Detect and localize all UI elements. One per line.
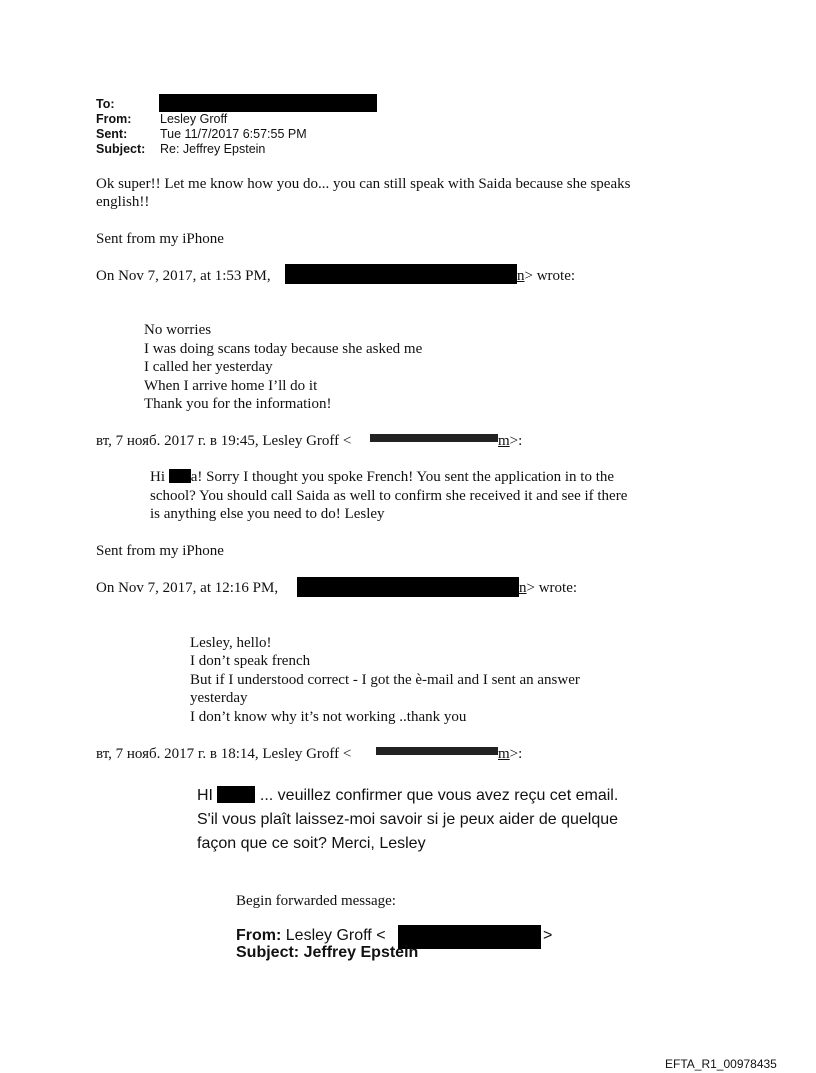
forwarded-subject	[236, 944, 418, 962]
block3-line-2: I don’t speak french	[190, 653, 311, 669]
block1-line-1: No worries	[144, 322, 212, 338]
subject-label: Subject:	[96, 142, 146, 156]
signature-2: Sent from my iPhone	[96, 543, 224, 559]
quote-header-3-tail	[519, 579, 577, 597]
quote-header-2-tail	[498, 432, 522, 450]
forwarded-from-label: From:	[236, 927, 282, 944]
quote-header-3-suffix: > wrote:	[526, 580, 578, 596]
block3-line-4: yesterday	[190, 690, 248, 706]
email-link-fragment-1[interactable]: n	[517, 268, 525, 284]
quote-header-4-tail	[498, 745, 522, 763]
block1-line-2: I was doing scans today because she asked me	[144, 341, 423, 357]
quote-header-1	[96, 267, 271, 285]
quote-header-1-tail	[517, 267, 575, 285]
email-link-fragment-2[interactable]: m	[498, 433, 510, 449]
document-id: EFTA_R1_00978435	[665, 1057, 777, 1071]
quote-header-4-suffix: >:	[509, 746, 523, 762]
block1-line-4: When I arrive home I’ll do it	[144, 378, 318, 394]
redaction-email-2	[370, 434, 498, 442]
redaction-to	[159, 94, 377, 112]
redaction-email-5	[398, 925, 541, 949]
forwarded-from	[236, 927, 386, 945]
block3-line-1: Lesley, hello!	[190, 635, 272, 651]
redaction-name-2	[217, 786, 255, 803]
redaction-email-4	[376, 747, 498, 755]
signature-1: Sent from my iPhone	[96, 231, 224, 247]
block4-line-3: façon que ce soit? Merci, Lesley	[197, 835, 426, 852]
block2-line-1-start: Hi	[150, 469, 169, 485]
quote-header-1-suffix: > wrote:	[524, 268, 576, 284]
email-link-fragment-3[interactable]: n	[519, 580, 527, 596]
forwarded-heading: Begin forwarded message:	[236, 893, 396, 909]
quote-header-1-prefix: On Nov 7, 2017, at 1:53 PM,	[96, 268, 271, 284]
block2-line-1	[150, 468, 614, 486]
reply-line-1: Ok super!! Let me know how you do... you can still speak with Saida because she speaks	[96, 176, 631, 192]
block4-line-1	[197, 786, 618, 806]
block2-line-2: school? You should call Saida as well to confirm she received it and see if there	[150, 488, 628, 504]
block1-line-3: I called her yesterday	[144, 359, 273, 375]
redaction-email-3	[297, 577, 519, 597]
subject-value: Re: Jeffrey Epstein	[160, 142, 266, 156]
quote-header-2-prefix: вт, 7 нояб. 2017 г. в 19:45, Lesley Groff <	[96, 433, 352, 449]
reply-line-2: english!!	[96, 194, 150, 210]
forwarded-from-value: Lesley Groff <	[281, 927, 386, 944]
quote-header-2	[96, 432, 351, 450]
forwarded-subject-value: Jeffrey Epstein	[299, 944, 419, 961]
quote-header-3	[96, 579, 278, 597]
block2-line-1-rest: a! Sorry I thought you spoke French! You sent the application in to the	[190, 469, 615, 485]
quote-header-4	[96, 745, 351, 763]
redaction-email-1	[285, 264, 517, 284]
email-link-fragment-4[interactable]: m	[498, 746, 510, 762]
block1-line-5: Thank you for the information!	[144, 396, 332, 412]
forwarded-subject-label: Subject:	[236, 944, 300, 961]
block4-line-2: S'il vous plaît laissez-moi savoir si je peux aider de quelque	[197, 811, 619, 828]
block3-line-5: I don’t know why it’s not working ..thank you	[190, 709, 467, 725]
forwarded-from-suffix: >	[543, 927, 553, 944]
quote-header-4-prefix: вт, 7 нояб. 2017 г. в 18:14, Lesley Groff <	[96, 746, 352, 762]
block4-line-1-start: HI	[197, 787, 218, 804]
sent-label: Sent:	[96, 127, 128, 141]
from-value: Lesley Groff	[160, 112, 228, 126]
sent-value: Tue 11/7/2017 6:57:55 PM	[160, 127, 307, 141]
block2-line-3: is anything else you need to do! Lesley	[150, 506, 385, 522]
from-label: From:	[96, 112, 132, 126]
quote-header-3-prefix: On Nov 7, 2017, at 12:16 PM,	[96, 580, 279, 596]
block3-line-3: But if I understood correct - I got the è-mail and I sent an answer	[190, 672, 580, 688]
redaction-name-1	[169, 469, 191, 483]
to-label: To:	[96, 97, 115, 111]
block4-line-1-rest: ... veuillez confirmer que vous avez reçu cet email.	[255, 787, 619, 804]
quote-header-2-suffix: >:	[509, 433, 523, 449]
